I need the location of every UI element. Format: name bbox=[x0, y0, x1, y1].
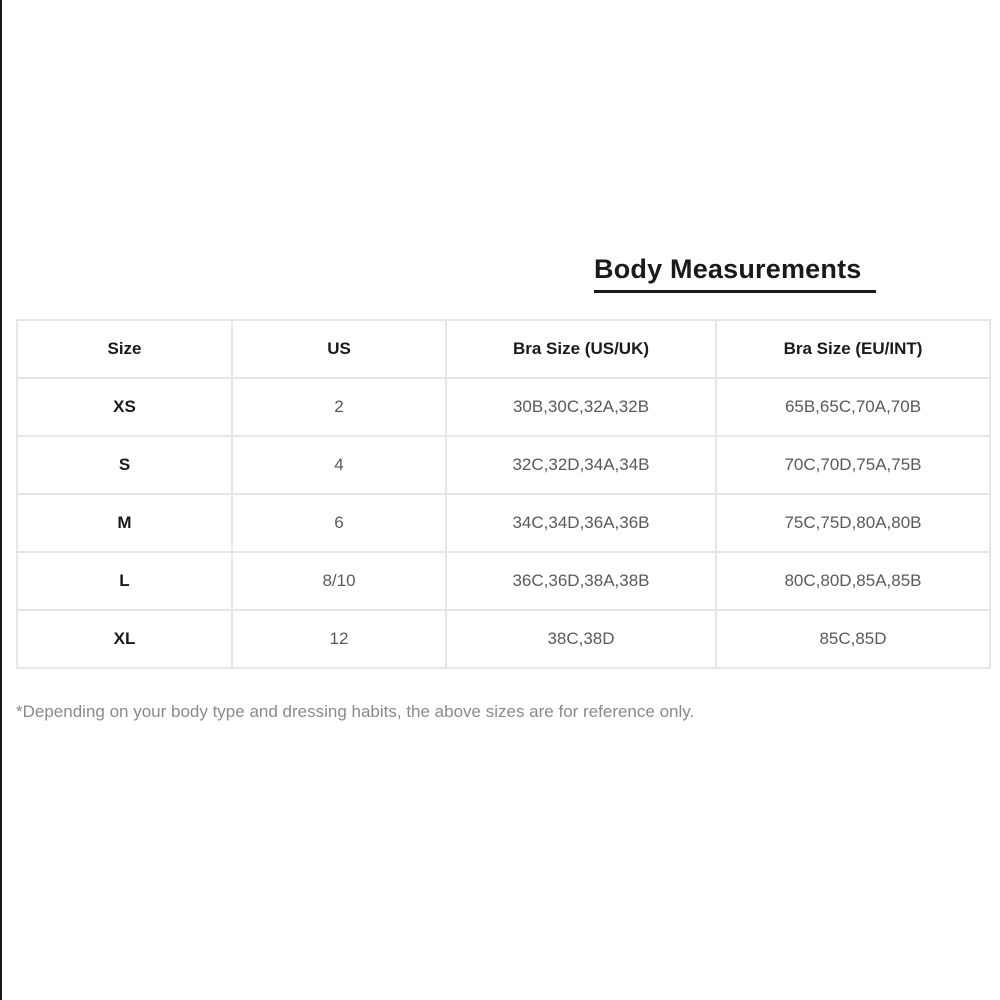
cell-bra-us-uk: 32C,32D,34A,34B bbox=[446, 436, 716, 494]
table-row bbox=[17, 610, 990, 668]
cell-size: XL bbox=[17, 610, 232, 668]
title-underline bbox=[594, 290, 876, 293]
header-size: Size bbox=[17, 320, 232, 378]
cell-us: 4 bbox=[232, 436, 446, 494]
cell-bra-us-uk: 36C,36D,38A,38B bbox=[446, 552, 716, 610]
cell-us: 8/10 bbox=[232, 552, 446, 610]
cell-bra-eu-int: 80C,80D,85A,85B bbox=[716, 552, 990, 610]
reference-footnote: *Depending on your body type and dressing habits, the above sizes are for reference only. bbox=[16, 702, 695, 721]
cell-us: 6 bbox=[232, 494, 446, 552]
cell-bra-eu-int: 75C,75D,80A,80B bbox=[716, 494, 990, 552]
cell-us: 2 bbox=[232, 378, 446, 436]
cell-size: S bbox=[17, 436, 232, 494]
header-bra-size-eu-int: Bra Size (EU/INT) bbox=[716, 320, 990, 378]
cell-size: XS bbox=[17, 378, 232, 436]
left-border-line bbox=[0, 0, 2, 1000]
cell-size: L bbox=[17, 552, 232, 610]
size-chart-table bbox=[16, 319, 991, 669]
cell-bra-us-uk: 30B,30C,32A,32B bbox=[446, 378, 716, 436]
cell-bra-eu-int: 70C,70D,75A,75B bbox=[716, 436, 990, 494]
header-bra-size-us-uk: Bra Size (US/UK) bbox=[446, 320, 716, 378]
header-us: US bbox=[232, 320, 446, 378]
table-row bbox=[17, 436, 990, 494]
cell-size: M bbox=[17, 494, 232, 552]
table-row bbox=[17, 378, 990, 436]
table-header-row bbox=[17, 320, 990, 378]
cell-bra-us-uk: 34C,34D,36A,36B bbox=[446, 494, 716, 552]
cell-us: 12 bbox=[232, 610, 446, 668]
table-row bbox=[17, 552, 990, 610]
table-row bbox=[17, 494, 990, 552]
cell-bra-eu-int: 65B,65C,70A,70B bbox=[716, 378, 990, 436]
cell-bra-eu-int: 85C,85D bbox=[716, 610, 990, 668]
page-title: Body Measurements bbox=[594, 254, 862, 284]
cell-bra-us-uk: 38C,38D bbox=[446, 610, 716, 668]
